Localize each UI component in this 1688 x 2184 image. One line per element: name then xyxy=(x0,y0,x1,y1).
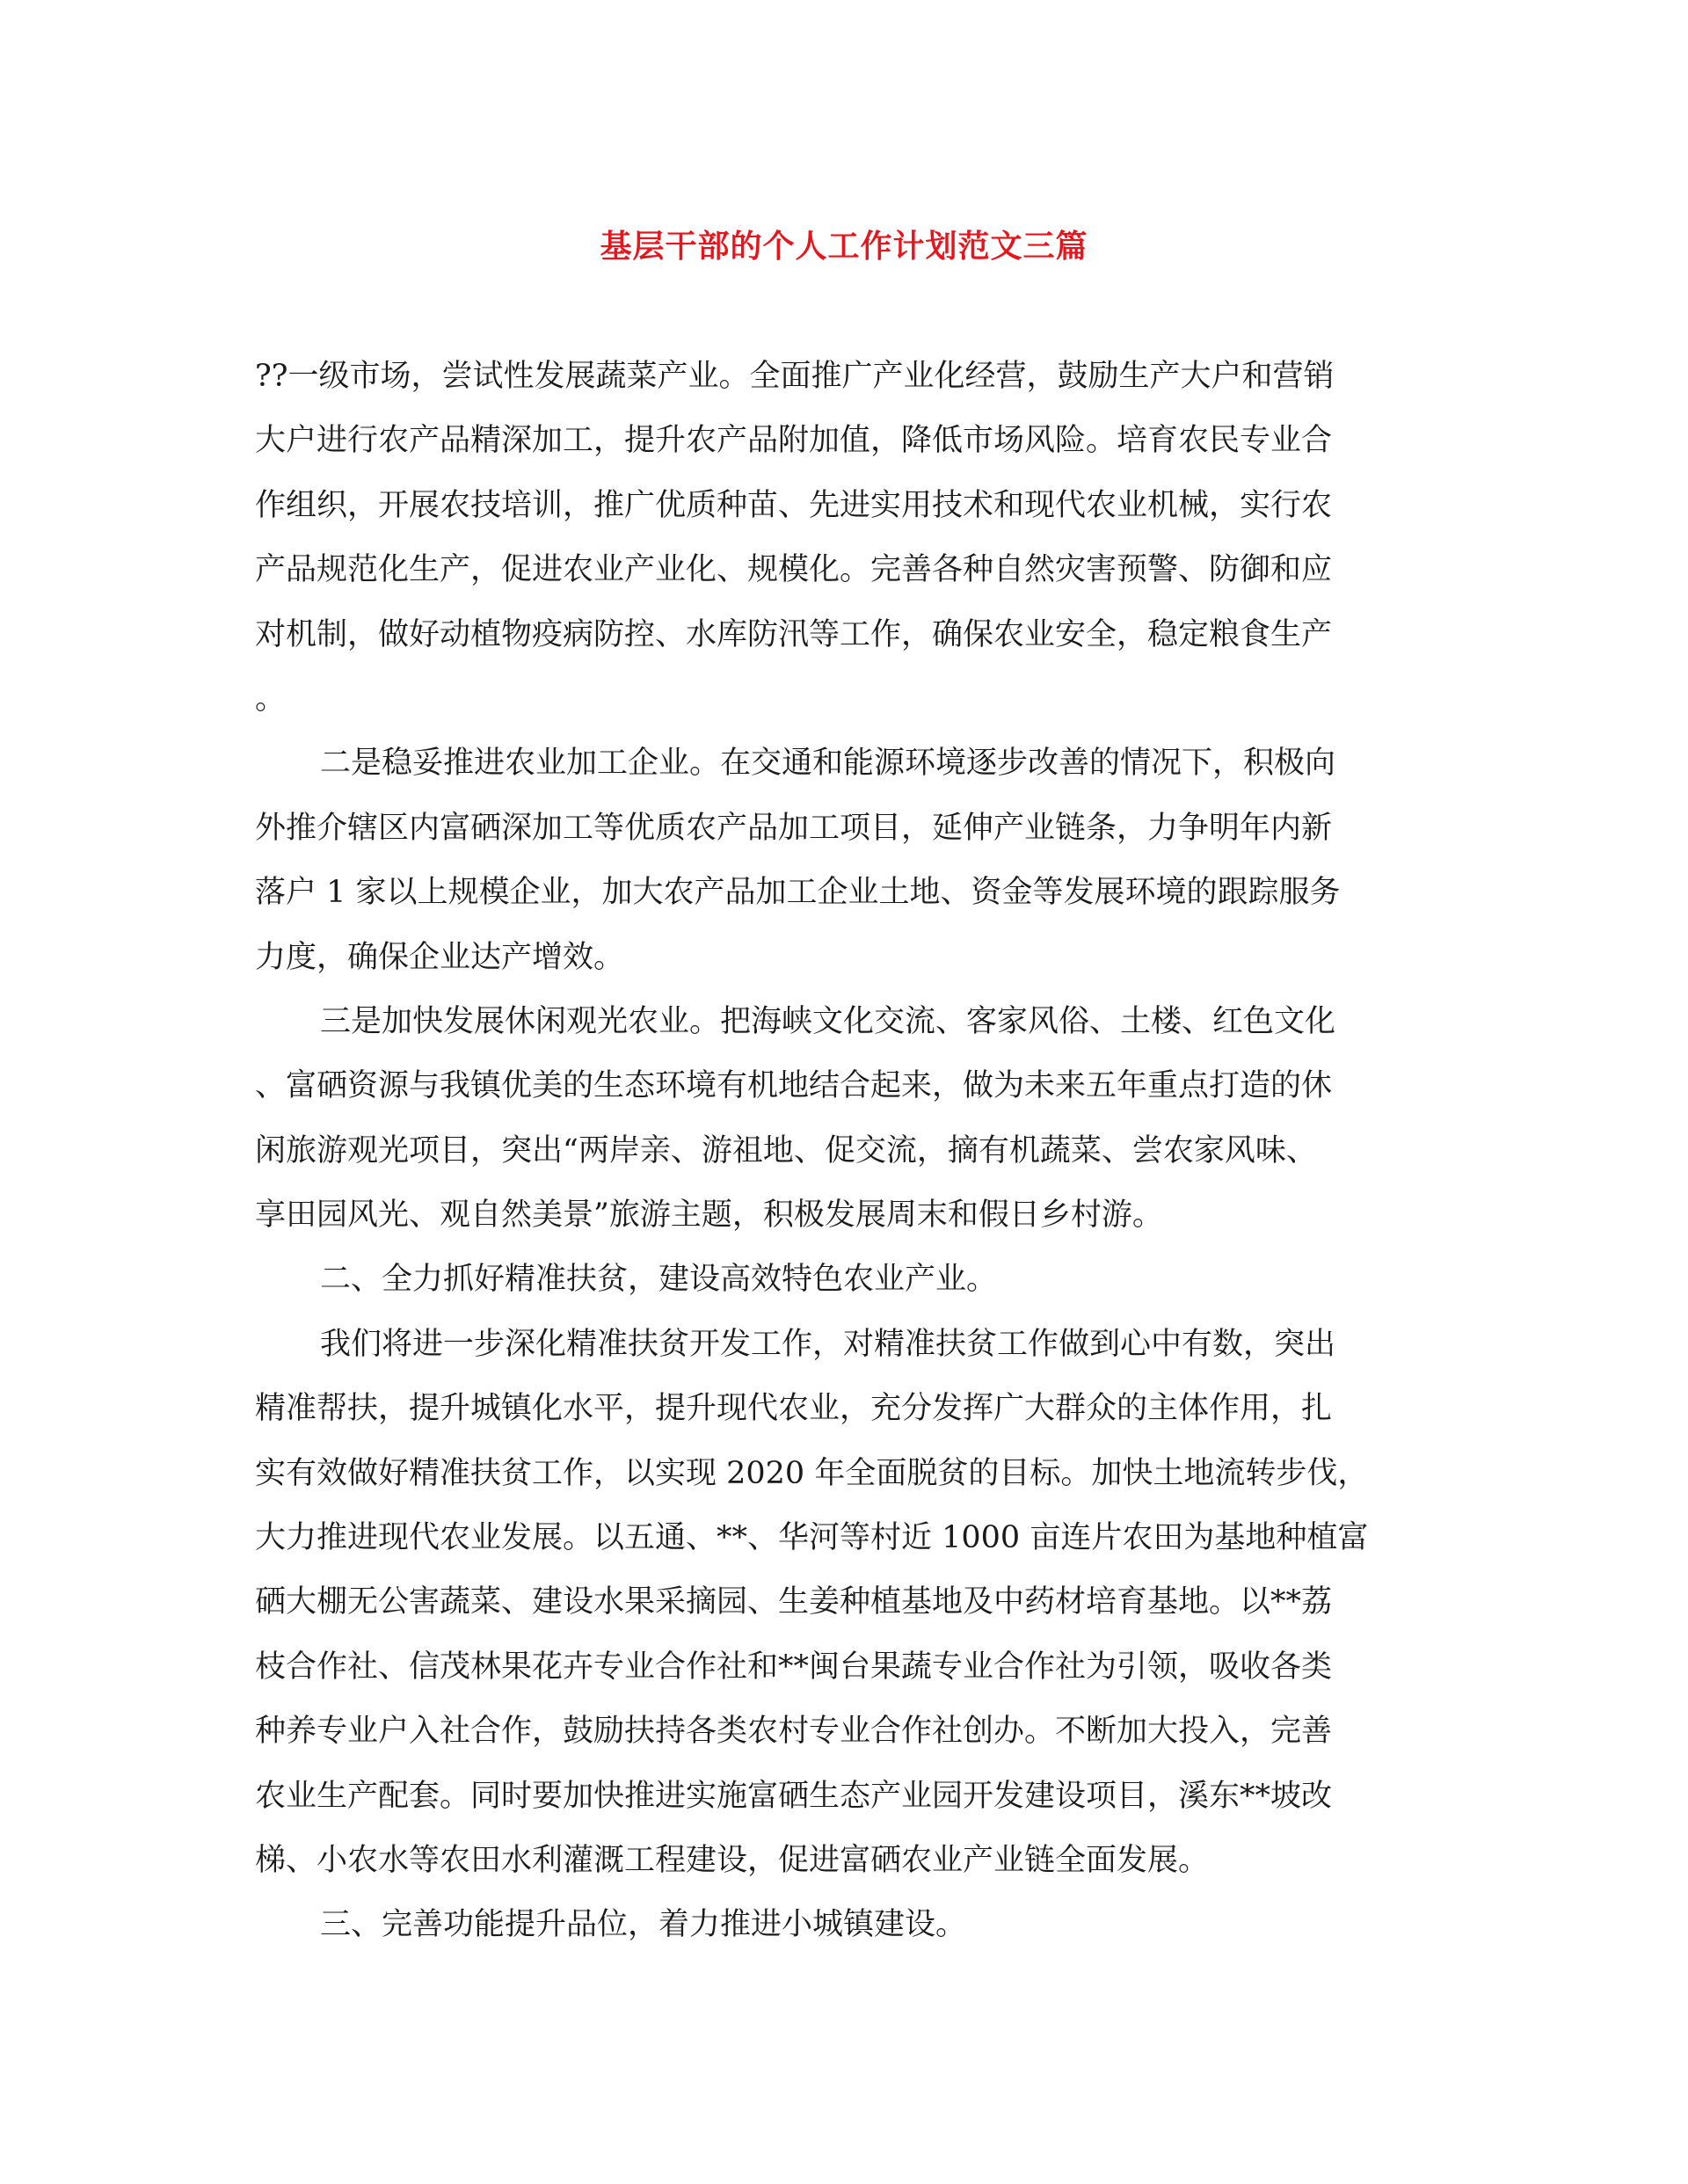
text-line: 种养专业户入社合作，鼓励扶持各类农村专业合作社创办。不断加大投入，完善 xyxy=(255,1714,1333,1750)
text-line: 力度，确保企业达产增效。 xyxy=(255,939,625,975)
text-line: 我们将进一步深化精准扶贫开发工作，对精准扶贫工作做到心中有数，突出 xyxy=(320,1326,1336,1362)
text-line: 。 xyxy=(255,681,287,717)
paragraph xyxy=(255,1313,1426,1894)
section-heading xyxy=(255,1248,1426,1312)
paragraph xyxy=(255,990,1426,1249)
text-line: 精准帮扶，提升城镇化水平，提升现代农业，充分发挥广大群众的主体作用，扎 xyxy=(255,1391,1333,1427)
text-line: 二是稳妥推进农业加工企业。在交通和能源环境逐步改善的情况下，积极向 xyxy=(320,746,1336,782)
text-line: 闲旅游观光项目，突出“两岸亲、游祖地、促交流，摘有机蔬菜、尝农家风味、 xyxy=(255,1132,1317,1168)
text-line: 、富硒资源与我镇优美的生态环境有机地结合起来，做为未来五年重点打造的休 xyxy=(255,1068,1333,1104)
text-line: 作组织，开展农技培训，推广优质种苗、先进实用技术和现代农业机械，实行农 xyxy=(255,487,1333,523)
text-line: 三、完善功能提升品位，着力推进小城镇建设。 xyxy=(320,1907,967,1943)
text-line: 农业生产配套。同时要加快推进实施富硒生态产业园开发建设项目，溪东**坡改 xyxy=(255,1778,1333,1814)
paragraph xyxy=(255,345,1426,732)
text-line: 产品规范化生产，促进农业产业化、规模化。完善各种自然灾害预警、防御和应 xyxy=(255,552,1333,588)
paragraph xyxy=(255,732,1426,990)
text-line: 三是加快发展休闲观光农业。把海峡文化交流、客家风俗、土楼、红色文化 xyxy=(320,1003,1336,1039)
text-line: 对机制，做好动植物疫病防控、水库防汛等工作，确保农业安全，稳定粮食生产 xyxy=(255,616,1333,652)
text-line: 大户进行农产品精深加工，提升农产品附加值，降低市场风险。培育农民专业合 xyxy=(255,423,1333,459)
text-line: 大力推进现代农业发展。以五通、**、华河等村近 1000 亩连片农田为基地种植富 xyxy=(255,1520,1369,1556)
text-line: 枝合作社、信茂林果花卉专业合作社和**闽台果蔬专业合作社为引领，吸收各类 xyxy=(255,1649,1333,1685)
text-line: 外推介辖区内富硒深加工等优质农产品加工项目，延伸产业链条，力争明年内新 xyxy=(255,810,1333,846)
document-body xyxy=(255,345,1426,1958)
text-line: 梯、小农水等农田水利灌溉工程建设，促进富硒农业产业链全面发展。 xyxy=(255,1842,1210,1878)
text-line: 硒大棚无公害蔬菜、建设水果采摘园、生姜种植基地及中药材培育基地。以**荔 xyxy=(255,1584,1333,1620)
section-heading xyxy=(255,1893,1426,1957)
text-line: 二、全力抓好精准扶贫，建设高效特色农业产业。 xyxy=(320,1262,998,1298)
text-line: 享田园风光、观自然美景”旅游主题，积极发展周末和假日乡村游。 xyxy=(255,1198,1163,1234)
text-line: 实有效做好精准扶贫工作，以实现 2020 年全面脱贫的目标。加快土地流转步伐， xyxy=(255,1455,1369,1491)
text-line: ??一级市场，尝试性发展蔬菜产业。全面推广产业化经营，鼓励生产大户和营销 xyxy=(255,359,1335,394)
document-title: 基层干部的个人工作计划范文三篇 xyxy=(600,228,1088,265)
text-line: 落户 1 家以上规模企业，加大农产品加工企业土地、资金等发展环境的跟踪服务 xyxy=(255,875,1341,911)
